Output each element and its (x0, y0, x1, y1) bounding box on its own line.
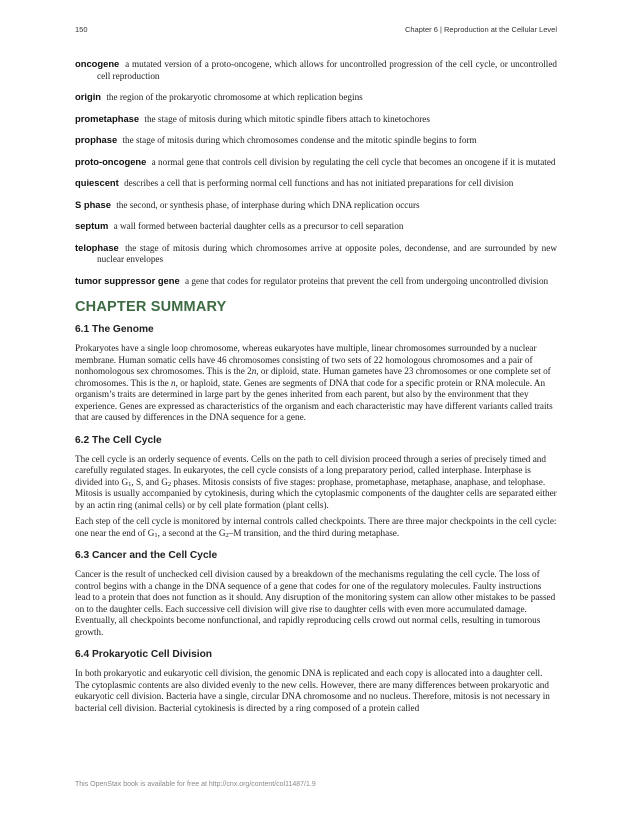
chapter-title: Chapter 6 | Reproduction at the Cellular Level (404, 25, 557, 34)
section-heading: 6.1 The Genome (75, 324, 154, 335)
summary-section-cancer (75, 550, 557, 638)
glossary-term: oncogene (75, 58, 120, 69)
glossary-entry (75, 156, 557, 169)
page-content (75, 58, 557, 719)
glossary-entry (75, 113, 557, 126)
glossary-term: prometaphase (75, 112, 140, 124)
section-paragraph: In both prokaryotic and eukaryotic cell division, the genomic DNA is replicated and each copy is allocated into a daughter cell. The cytoplasmic contents are also divided evenly to the new cells. However, there are many differences between prokaryotic and eukaryotic cell division. Bacteria have a single, circular DNA chromosome and no nucleus. Therefore, mitosis is not necessary in bacterial cell division. Bacterial cytokinesis is directed by a ring composed of a protein called (75, 668, 550, 713)
glossary-term: proto-oncogene (75, 155, 147, 167)
glossary-term: quiescent (75, 177, 119, 188)
glossary-definition: the stage of mitosis during which chromosomes arrive at opposite poles, decondense, and are surrounded by new nuclear envelopes (97, 242, 557, 264)
glossary-definition: a mutated version of a proto-oncogene, which allows for uncontrolled progression of the cell cycle, or uncontrolled cell reproduction (97, 59, 558, 81)
section-paragraph: Prokaryotes have a single loop chromosome, whereas eukaryotes have multiple, linear chromosomes surrounded by a nuclear membrane. Human somatic cells have 46 chromosomes consisting of two sets of 22 homologous chromosomes and a pair of nonhomologous sex chromosomes. This is the 2n, or diploid, state. Human gametes have 23 chromosomes or one complete set of chromosomes. This is the n, or haploid, state. Genes are segments of DNA that code for a specific protein or RNA molecule. An organism’s traits are determined in large part by the genes inherited from each parent, but also by the environment that they experience. Genes are expressed as characteristics of the organism and each characteristic may have different variants called traits that are caused by differences in the DNA sequence for a gene. (75, 343, 553, 422)
glossary-definition: the region of the prokaryotic chromosome at which replication begins (106, 92, 363, 102)
glossary-term: telophase (75, 241, 119, 253)
section-paragraph: Each step of the cell cycle is monitored by internal controls called checkpoints. There are three major checkpoints in the cell cycle: one near the end of $G_1$, a second at the $G_2-M$ transition, and the third during metaphase. (75, 516, 557, 539)
summary-section-genome (75, 324, 557, 424)
glossary-term: origin (75, 91, 102, 102)
glossary-definition: a wall formed between bacterial daughter cells as a precursor to cell separation (113, 221, 404, 231)
glossary-entry (75, 242, 557, 266)
glossary-term: prophase (75, 134, 118, 145)
glossary-definition: the stage of mitosis during which mitotic spindle fibers attach to kinetochores (144, 113, 430, 124)
glossary-term: S phase (75, 198, 111, 210)
section-heading: 6.4 Prokaryotic Cell Division (75, 649, 213, 660)
glossary-list (75, 58, 557, 287)
summary-section-prokaryotic-division (75, 649, 557, 714)
glossary-entry (75, 220, 557, 233)
chapter-summary-heading: CHAPTER SUMMARY (75, 299, 227, 315)
glossary-entry (75, 58, 557, 82)
page-number: 150 (75, 25, 88, 34)
section-paragraph: Cancer is the result of unchecked cell division caused by a breakdown of the mechanisms regulating the cell cycle. The loss of control begins with a change in the DNA sequence of a gene that codes for one of the regulatory molecules. Faulty instructions lead to a protein that does not function as it should. Any disruption of the monitoring system can allow other mistakes to be passed on to the daughter cells. Each successive cell division will give rise to daughter cells with even more accumulated damage. Eventually, all checkpoints become nonfunctional, and rapidly reproducing cells crowd out normal cells, resulting in tumorous growth. (75, 569, 556, 637)
glossary-term: tumor suppressor gene (75, 274, 180, 286)
summary-section-cell-cycle (75, 435, 557, 540)
page-header (75, 25, 557, 37)
glossary-entry (75, 177, 557, 190)
glossary-definition: a normal gene that controls cell division by regulating the cell cycle that becomes an oncogene if it is mutated (151, 156, 556, 167)
section-heading: 6.3 Cancer and the Cell Cycle (75, 550, 218, 561)
glossary-definition: a gene that codes for regulator proteins that prevent the cell from undergoing uncontrolled division (185, 275, 549, 286)
glossary-entry (75, 275, 557, 288)
glossary-definition: the stage of mitosis during which chromosomes condense and the mitotic spindle begins to form (122, 135, 477, 145)
glossary-entry (75, 134, 557, 147)
section-paragraph: The cell cycle is an orderly sequence of events. Cells on the path to cell division proceed through a series of precisely timed and carefully regulated stages. In eukaryotes, the cell cycle consists of a long preparatory period, called interphase. Interphase is divided into $G_1$, S, and $G_2$ phases. Mitosis consists of five stages: prophase, prometaphase, metaphase, anaphase, and telophase. Mitosis is usually accompanied by cytokinesis, during which the cytoplasmic components of the daughter cells are separated either by an actin ring (animal cells) or by cell plate formation (plant cells). (75, 453, 557, 510)
section-heading: 6.2 The Cell Cycle (75, 434, 162, 446)
glossary-term: septum (75, 220, 109, 231)
glossary-definition: describes a cell that is performing normal cell functions and has not initiated preparations for cell division (124, 178, 514, 188)
glossary-definition: the second, or synthesis phase, of interphase during which DNA replication occurs (116, 199, 420, 210)
page-footer: This OpenStax book is available for free at http://cnx.org/content/col11487/1.9 (75, 781, 316, 788)
glossary-entry (75, 91, 557, 104)
glossary-entry (75, 199, 557, 212)
